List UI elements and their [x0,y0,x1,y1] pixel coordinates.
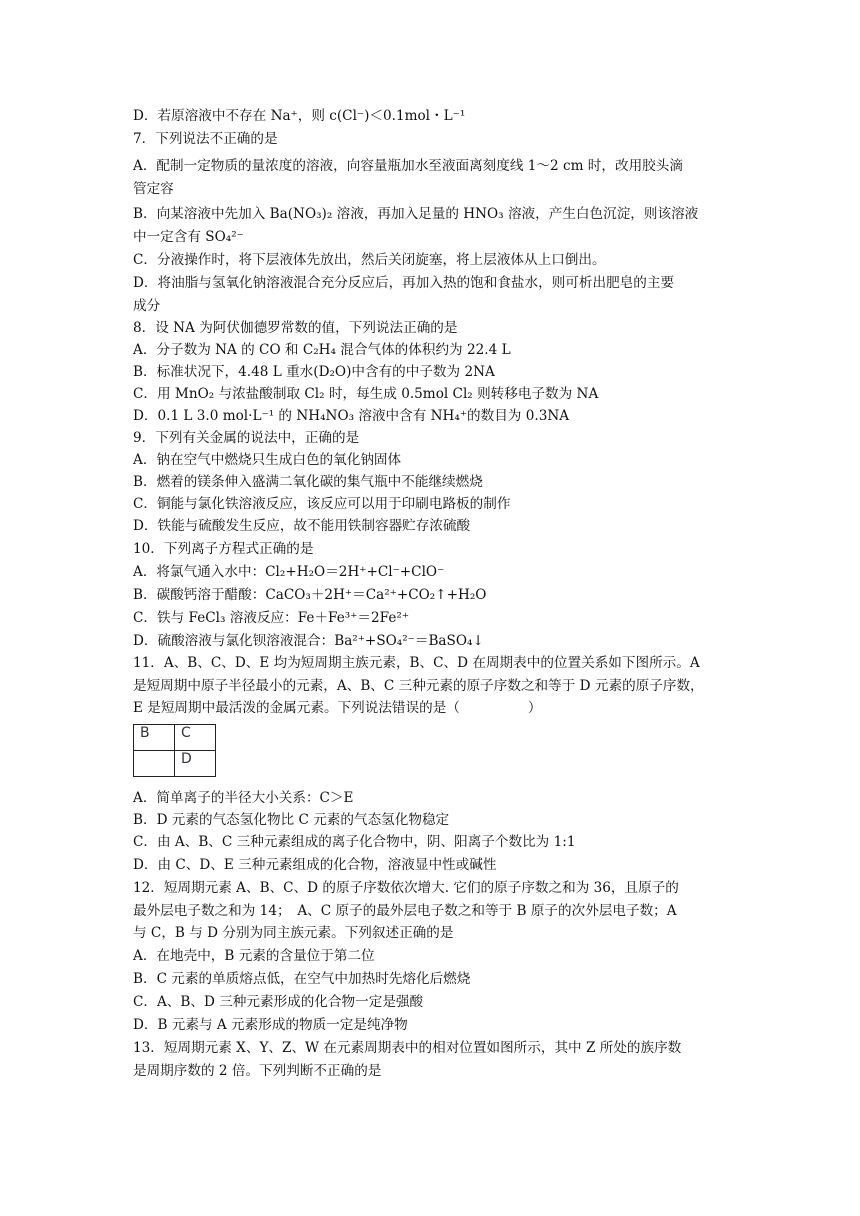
q7-option-b-cont: 中一定含有 SO₄²⁻ [133,229,244,245]
q7-option-d: D．将油脂与氢氧化钠溶液混合充分反应后，再加入热的饱和食盐水，则可析出肥皂的主要 [133,275,675,291]
q11-stem-3: E 是短周期中最活泼的金属元素。下列说法错误的是（ ） [133,700,542,716]
q9-option-c: C．铜能与氯化铁溶液反应，该反应可以用于印刷电路板的制作 [133,496,511,512]
q12-option-a: A．在地壳中，B 元素的含量位于第二位 [133,948,375,964]
q8-option-d: D．0.1 L 3.0 mol·L⁻¹ 的 NH₄NO₃ 溶液中含有 NH₄⁺的数目为 0.3NA [133,408,570,424]
q11-option-a: A．简单离子的半径大小关系：C＞E [133,790,354,806]
q11-option-b: B．D 元素的气态氢化物比 C 元素的气态氢化物稳定 [133,812,450,828]
q11-stem-2: 是短周期中原子半径最小的元素，A、B、C 三种元素的原子序数之和等于 D 元素的原子序数， [133,678,704,694]
q12-option-c: C．A、B、D 三种元素形成的化合物一定是强酸 [133,994,424,1010]
q9-option-d: D．铁能与硫酸发生反应，故不能用铁制容器贮存浓硫酸 [133,518,471,534]
q11-option-c: C．由 A、B、C 三种元素组成的离子化合物中，阴、阳离子个数比为 1:1 [133,834,576,850]
q7-option-b: B．向某溶液中先加入 Ba(NO₃)₂ 溶液，再加入足量的 HNO₃ 溶液，产生白色沉淀，则该溶液 [133,206,699,222]
periodic-position-table [133,724,216,777]
q10-option-d: D．硫酸溶液与氯化钡溶液混合：Ba²⁺+SO₄²⁻＝BaSO₄↓ [133,633,484,649]
table-cell-d: D [175,751,216,777]
q10-option-b: B．碳酸钙溶于醋酸：CaCO₃＋2H⁺＝Ca²⁺+CO₂↑+H₂O [133,587,487,603]
q7-option-d-cont: 成分 [133,298,161,314]
q7-stem: 7．下列说法不正确的是 [133,131,278,147]
q8-option-a: A．分子数为 NA 的 CO 和 C₂H₄ 混合气体的体积约为 22.4 L [133,342,511,358]
q13-stem-2: 是周期序数的 2 倍。下列判断不正确的是 [133,1063,382,1079]
q6-option-d: D．若原溶液中不存在 Na⁺，则 c(Cl⁻)＜0.1mol・L⁻¹ [133,108,466,124]
q13-stem-1: 13．短周期元素 X、Y、Z、W 在元素周期表中的相对位置如图所示，其中 Z 所处的族序数 [133,1040,682,1056]
q8-stem: 8．设 NA 为阿伏伽德罗常数的值，下列说法正确的是 [133,320,458,336]
q7-option-a-cont: 管定容 [133,181,174,197]
q12-stem-3: 与 C，B 与 D 分别为同主族元素。下列叙述正确的是 [133,925,454,941]
q11-stem-1: 11．A、B、C、D、E 均为短周期主族元素，B、C、D 在周期表中的位置关系如下图所示。A [133,655,700,671]
q12-option-b: B．C 元素的单质熔点低，在空气中加热时先熔化后燃烧 [133,971,471,987]
q9-option-a: A．钠在空气中燃烧只生成白色的氧化钠固体 [133,452,402,468]
q7-option-c: C．分液操作时，将下层液体先放出，然后关闭旋塞，将上层液体从上口倒出。 [133,252,606,268]
table-cell-c: C [175,725,216,751]
table-cell-b: B [134,725,175,751]
table-cell-empty [134,751,175,777]
q12-stem-2: 最外层电子数之和为 14； A、C 原子的最外层电子数之和等于 B 原子的次外层电子数；A [133,903,677,919]
q9-stem: 9．下列有关金属的说法中，正确的是 [133,430,360,446]
q9-option-b: B．燃着的镁条伸入盛满二氧化碳的集气瓶中不能继续燃烧 [133,474,483,490]
q8-option-b: B．标准状况下，4.48 L 重水(D₂O)中含有的中子数为 2NA [133,364,495,380]
q12-option-d: D．B 元素与 A 元素形成的物质一定是纯净物 [133,1017,408,1033]
q11-option-d: D．由 C、D、E 三种元素组成的化合物，溶液显中性或碱性 [133,857,497,873]
q10-option-c: C．铁与 FeCl₃ 溶液反应：Fe＋Fe³⁺＝2Fe²⁺ [133,610,410,626]
q7-option-a: A．配制一定物质的量浓度的溶液，向容量瓶加水至液面离刻度线 1～2 cm 时，改用胶头滴 [133,158,683,174]
q10-option-a: A．将氯气通入水中：Cl₂+H₂O＝2H⁺+Cl⁻+ClO⁻ [133,564,445,580]
q12-stem-1: 12．短周期元素 A、B、C、D 的原子序数依次增大. 它们的原子序数之和为 36，且原子的 [133,880,679,896]
q10-stem: 10．下列离子方程式正确的是 [133,541,314,557]
q8-option-c: C．用 MnO₂ 与浓盐酸制取 Cl₂ 时，每生成 0.5mol Cl₂ 则转移电子数为 NA [133,386,599,402]
